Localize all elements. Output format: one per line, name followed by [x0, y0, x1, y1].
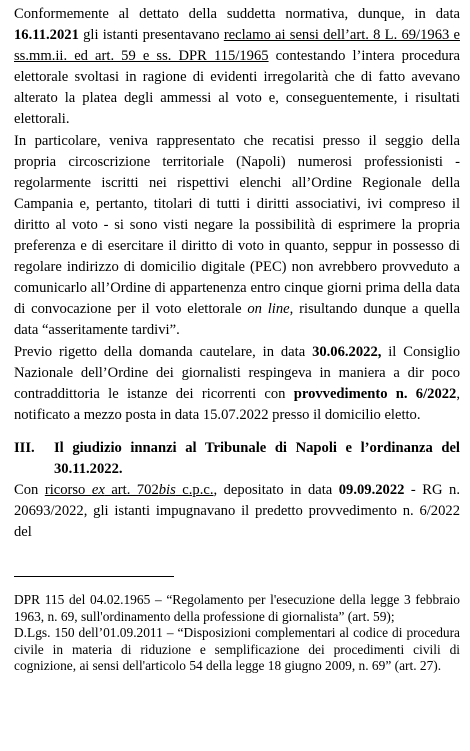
paragraph-rigetto	[14, 342, 460, 426]
ricorso-reference-link[interactable]	[45, 482, 214, 498]
footnote-item: DPR 115 del 04.02.1965 – “Regolamento per l'esecuzione della legge 3 febbraio 1963, n. 69, sull'ordinamento della professione di giornalista” (art. 59);	[14, 592, 460, 624]
reclamo-reference-link[interactable]: reclamo ai sensi dell’art. 8 L. 69/1963 e ss.mm.ii. ed art. 59 e ss. DPR 115/1965	[14, 27, 460, 65]
text-run: gli istanti presentavano	[78, 27, 224, 44]
footnote-item: D.Lgs. 150 dell’01.09.2011 – “Disposizioni complementari al codice di procedura civile in materia di riduzione e semplificazione dei procedimenti civili di cognizione, ai sensi dell'articolo 54 della legge 18 giugno 2009, n. 69” (art. 27).	[14, 625, 460, 673]
text-run: In particolare, veniva rappresentato che recatisi presso il seggio della propria circoscrizione territoriale (Napoli) numerosi professionisti - regolarmente iscritti nei rispettivi elenchi all’Ordine Regionale della Campania e, pertanto, titolari di tutti i diritti associativi, ivi compreso il diritto al voto - si sono visti negare la possibilità di esprimere la propria preferenza e di esercitare il diritto di voto in quanto, seppur in possesso di regolare indirizzo di domicilio digitale (PEC) non avrebbero provveduto a comunicarlo all’Ordine di appartenenza entro cinque giorni prima della data di convocazione per il voto elettorale	[14, 132, 460, 318]
text-run: , notificato a mezzo posta in data 15.07.2022 presso il domicilio eletto.	[14, 385, 460, 423]
section-number: III.	[14, 439, 35, 456]
footnote-separator	[14, 576, 174, 577]
date-bold: 30.06.2022,	[312, 343, 382, 360]
text-run: - RG n. 20693/2022, gli istanti impugnavano il predetto provvedimento n. 6/2022 del	[14, 482, 460, 541]
link-run-italic: ex	[91, 482, 105, 499]
link-run: ricorso	[44, 482, 92, 499]
text-run: contestando l’intera procedura elettorale svoltasi in ragione di evidenti irregolarità che di fatto avevano alterato la platea degli ammessi al voto e, conseguentemente, i risultati elettorali.	[14, 48, 461, 128]
text-run: Conformemente al dettato della suddetta normativa, dunque, in data	[14, 6, 460, 22]
text-run: Previo rigetto della domanda cautelare, in data	[14, 343, 313, 360]
section-heading	[14, 438, 460, 480]
footnotes	[14, 592, 460, 674]
text-run: , risultando dunque a quella data “asseritamente tardivi”.	[14, 301, 460, 339]
text-run: il Consiglio Nazionale dell’Ordine dei giornalisti respingeva in maniera a dir poco contraddittoria le istanze dei ricorrenti con	[14, 343, 460, 402]
link-run: c.p.c.	[175, 482, 214, 499]
link-run-italic: bis	[158, 482, 176, 499]
paragraph-ricorso	[14, 480, 460, 543]
date-bold: 16.11.2021	[14, 27, 79, 44]
paragraph-particolare	[14, 131, 460, 342]
text-run: , depositato in data	[213, 482, 339, 499]
link-run: art. 702	[104, 482, 159, 499]
text-run: Con	[14, 482, 45, 499]
italic-term: on line	[247, 301, 290, 318]
provvedimento-bold: provvedimento n. 6/2022	[293, 385, 457, 402]
date-bold: 09.09.2022	[338, 482, 405, 499]
section-title: Il giudizio innanzi al Tribunale di Napoli e l’ordinanza del 30.11.2022.	[54, 439, 460, 477]
paragraph-reclamo	[14, 0, 460, 131]
document-body	[14, 0, 460, 543]
